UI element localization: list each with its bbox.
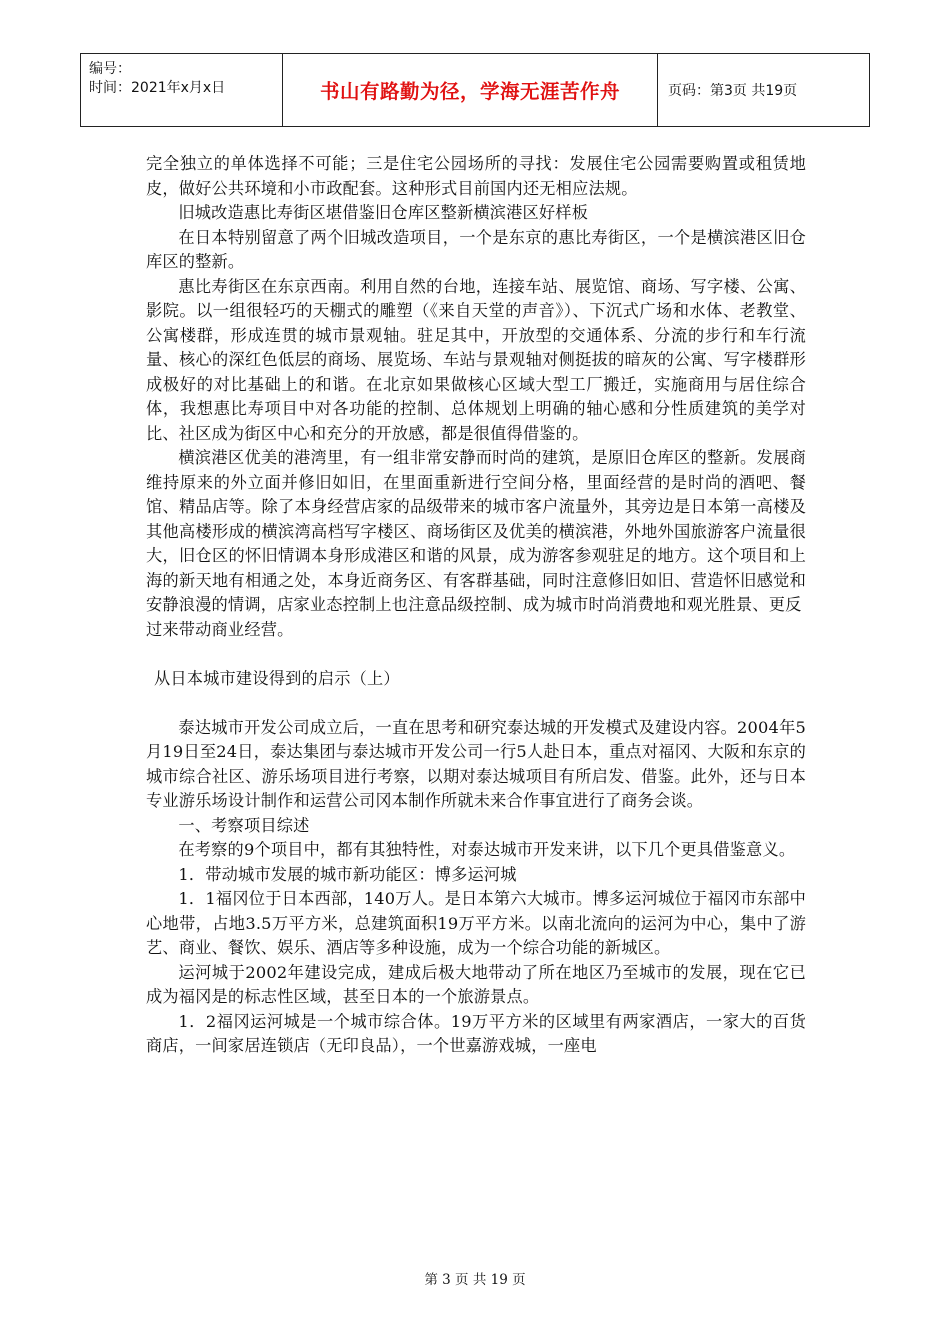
- paragraph: 横滨港区优美的港湾里，有一组非常安静而时尚的建筑，是原旧仓库区的整新。发展商维持原来的外立面并修旧如旧，在里面重新进行空间分格，里面经营的是时尚的酒吧、餐馆、精品店等。除了本身经营店家的品级带来的城市客户流量外，其旁边是日本第一高楼及其他高楼形成的横滨湾高档写字楼区、商场街区及优美的横滨港，外地外国旅游客户流量很大，旧仓区的怀旧情调本身形成港区和谐的风景，成为游客参观驻足的地方。这个项目和上海的新天地有相通之处，本身近商务区、有客群基础，同时注意修旧如旧、营造怀旧感觉和安静浪漫的情调，店家业态控制上也注意品级控制、成为城市时尚消费地和观光胜景、更反: [146, 448, 806, 614]
- paragraph: 过来带动商业经营。: [146, 619, 294, 639]
- paragraph: 运河城于2002年建设完成，建成后极大地带动了所在地区乃至城市的发展，现在它已成为福冈是的标志性区域，甚至日本的一个旅游景点。: [146, 962, 806, 1006]
- section-heading: 旧城改造惠比寿街区堪借鉴旧仓库区整新横滨港区好样板: [178, 203, 589, 222]
- header-meta: [81, 54, 283, 126]
- document-number: 编号：: [89, 61, 131, 77]
- paragraph: 惠比寿街区在东京西南。利用自然的台地，连接车站、展览馆、商场、写字楼、公寓、影院。以一组很轻巧的天棚式的雕塑（《来自天堂的声音》）、下沉式广场和水体、老教堂、公寓楼群，形成连贯的城市景观轴。驻足其中，开放型的交通体系、分流的步行和车行流量、核心的深红色低层的商场、展览场、车站与景观轴对侧挺拔的暗灰的公寓、写字楼群形成极好的对比基础上的和谐。在北京如果做核心区域大型工厂搬迁，实施商用与居住综合体，我想惠比寿项目中对各功能的控制、总体规划上明确的轴心感和分性质建筑的美学对比、社区成为街区中心和充分的开放感，都是很值得借鉴的。: [146, 276, 806, 443]
- section-heading: 一、考察项目综述: [178, 815, 310, 835]
- page-header: [80, 53, 870, 127]
- header-page-info: 页码：第3页 共19页: [668, 83, 798, 99]
- paragraph: 1．1福冈位于日本西部，140万人。是日本第六大城市。博多运河城位于福冈市东部中心地带，占地3.5万平方米，总建筑面积19万平方米。以南北流向的运河为中心，集中了游艺、商业、餐饮、娱乐、酒店等多种设施，成为一个综合功能的新城区。: [146, 889, 806, 957]
- paragraph: 1．2福冈运河城是一个城市综合体。19万平方米的区域里有两家酒店，一家大的百货商店，一间家居连锁店（无印良品），一个世嘉游戏城，一座电: [146, 1011, 806, 1055]
- subsection-heading: 1．带动城市发展的城市新功能区：博多运河城: [178, 864, 517, 884]
- paragraph: 完全独立的单体选择不可能；三是住宅公园场所的寻找：发展住宅公园需要购置或租赁地皮，做好公共环境和小市政配套。这种形式目前国内还无相应法规。: [146, 154, 806, 198]
- article-title: 从日本城市建设得到的启示（上）: [154, 668, 400, 688]
- paragraph: 在日本特别留意了两个旧城改造项目，一个是东京的惠比寿街区，一个是横滨港区旧仓库区的整新。: [146, 227, 806, 271]
- paragraph: 在考察的9个项目中，都有其独特性，对泰达城市开发来讲，以下几个更具借鉴意义。: [178, 840, 796, 859]
- page-footer: 第 3 页 共 19 页: [424, 1272, 526, 1288]
- document-body: [146, 152, 806, 1059]
- header-motto: 书山有路勤为径，学海无涯苦作舟: [283, 54, 658, 126]
- paragraph: 泰达城市开发公司成立后，一直在思考和研究泰达城的开发模式及建设内容。2004年5月19日至24日，泰达集团与泰达城市开发公司一行5人赴日本，重点对福冈、大阪和东京的城市综合社区、游乐场项目进行考察，以期对泰达城项目有所启发、借鉴。此外，还与日本专业游乐场设计制作和运营公司冈本制作所就未来合作事宜进行了商务会谈。: [146, 717, 806, 810]
- document-date: 时间：2021年x月x日: [89, 80, 226, 96]
